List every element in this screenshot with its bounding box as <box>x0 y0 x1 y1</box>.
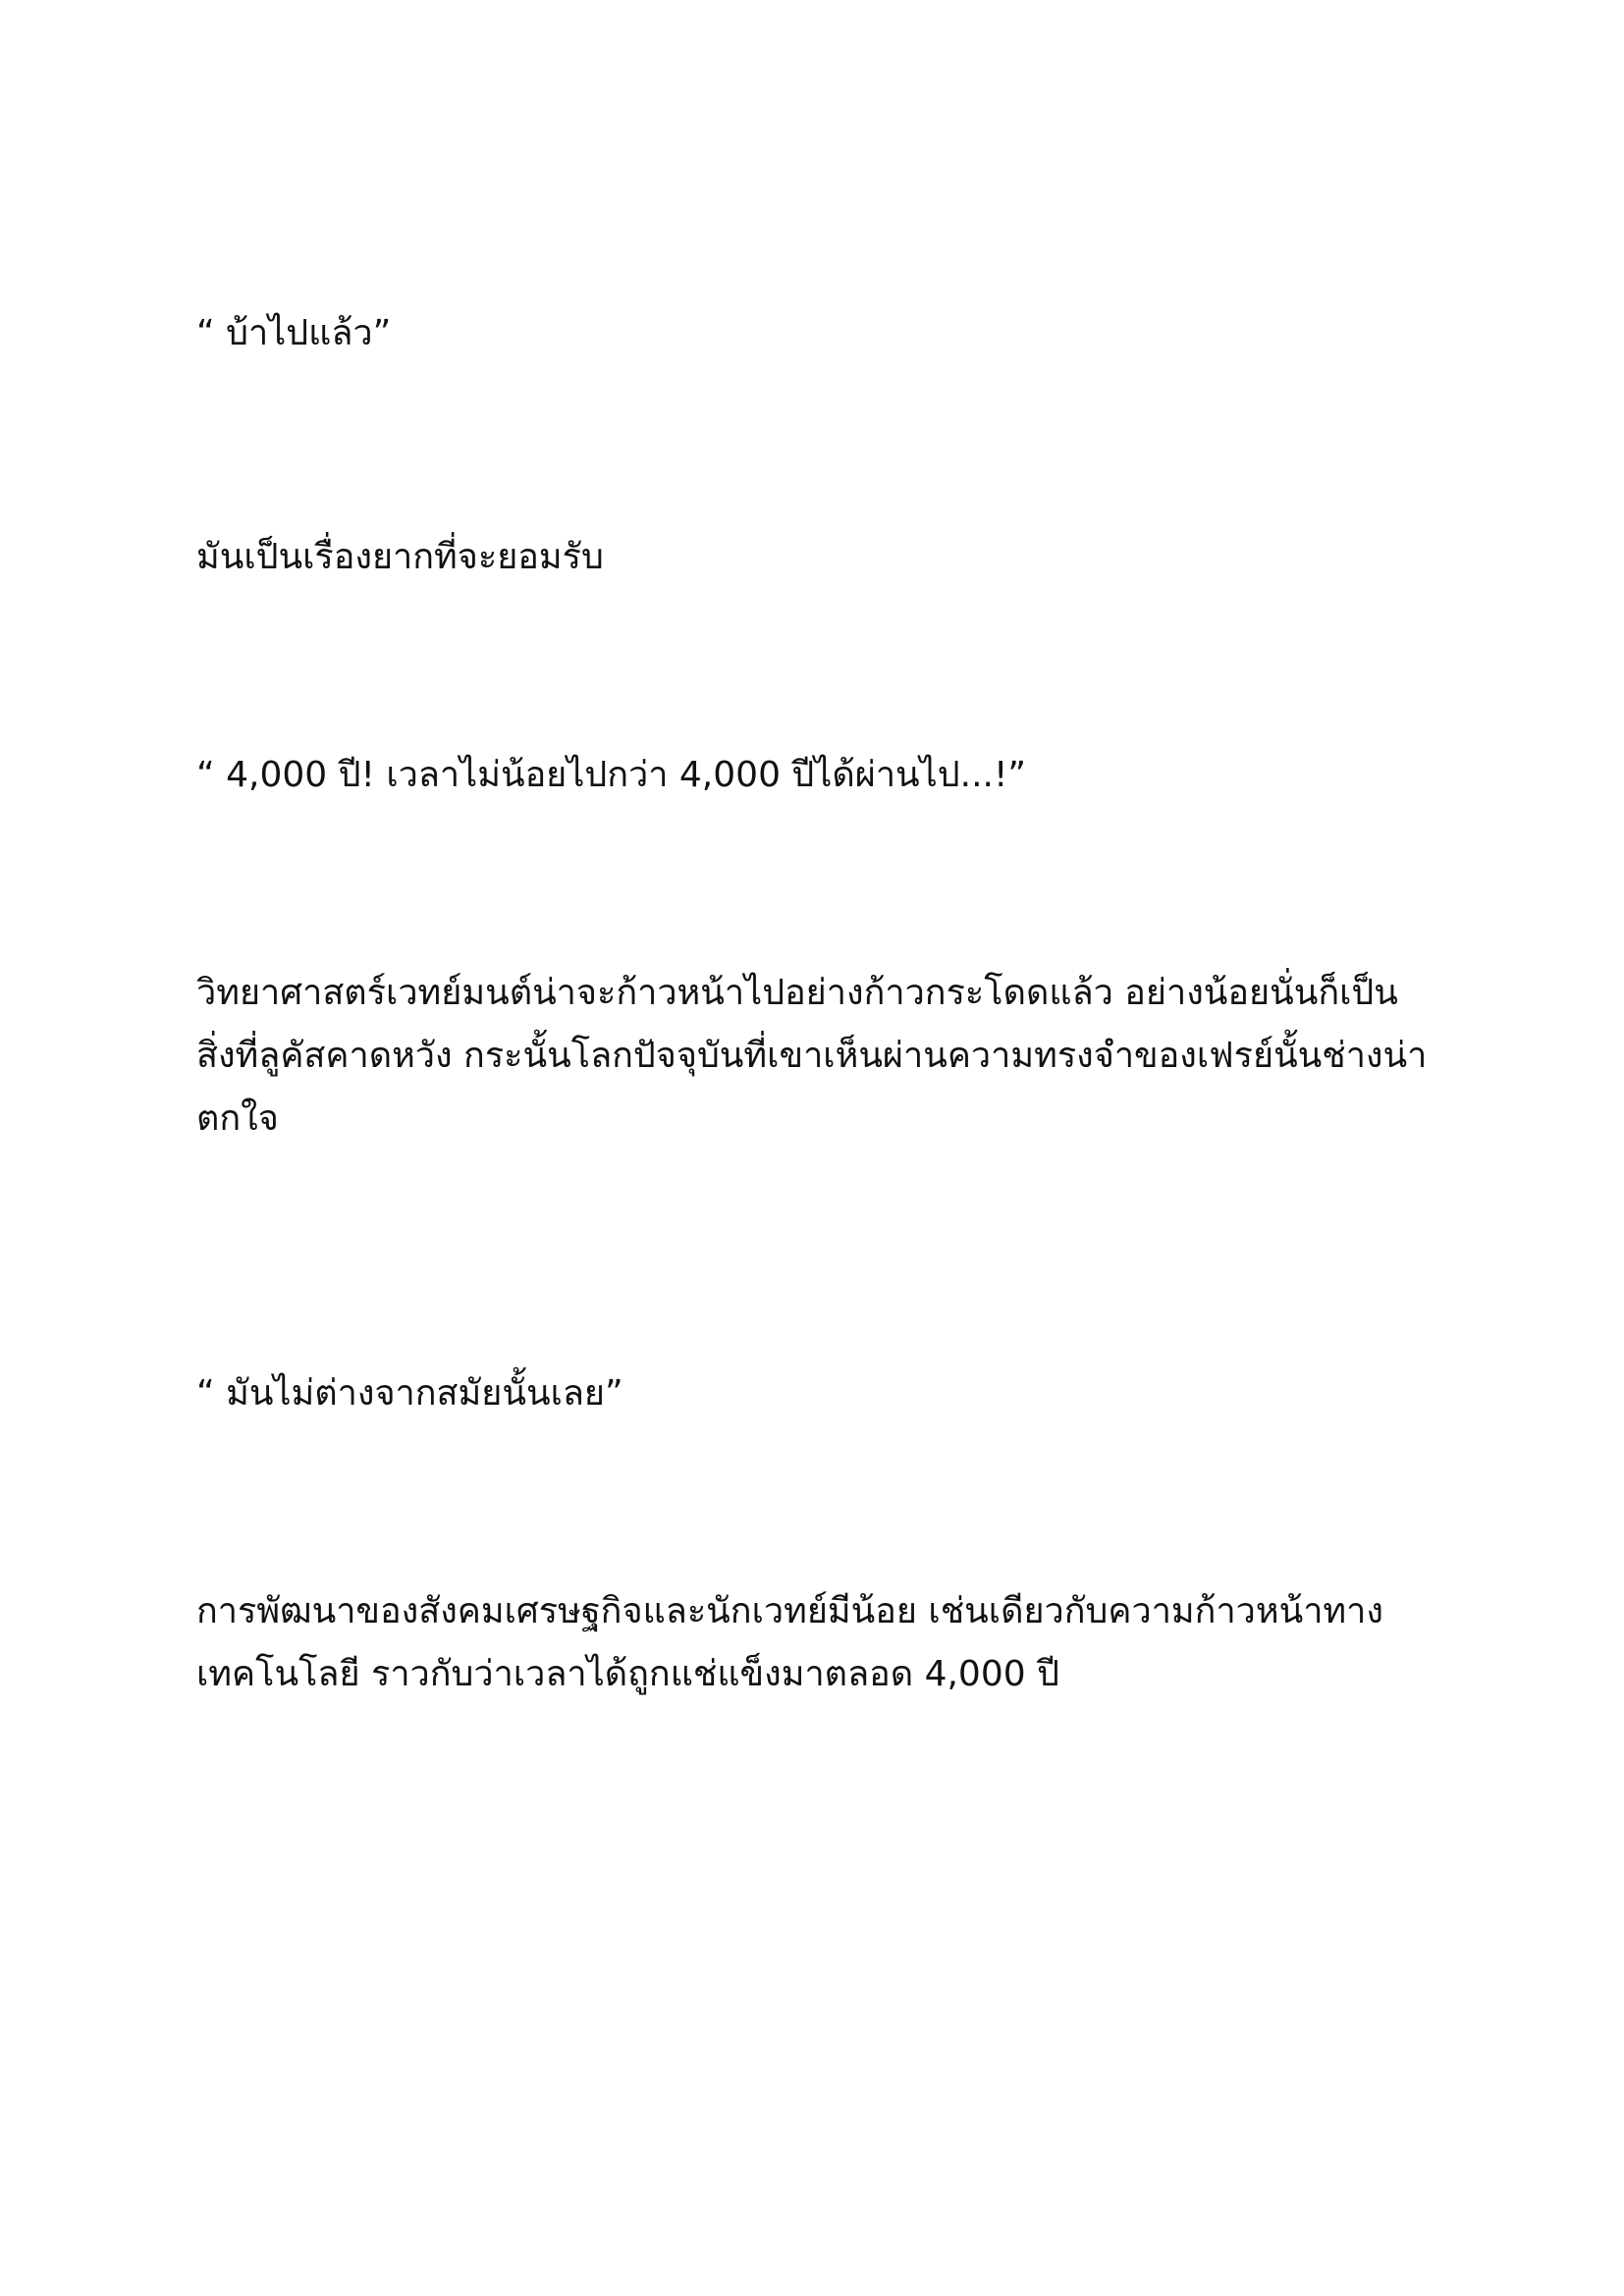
dialogue-line: “ มันไม่ต่างจากสมัยนั้นเลย” <box>196 1373 623 1414</box>
narration-paragraph: การพัฒนาของสังคมเศรษฐกิจและนักเวทย์มีน้อย เช่นเดียวกับความก้าวหน้าทางเทคโนโลยี ราวกับว่าเวลาได้ถูกแช่แข็งมาตลอด 4,000 ปี <box>196 1591 1383 1694</box>
narration-line: มันเป็นเรื่องยากที่จะยอมรับ <box>196 537 604 577</box>
narration-paragraph: วิทยาศาสตร์เวทย์มนต์น่าจะก้าวหน้าไปอย่างก้าวกระโดดแล้ว อย่างน้อยนั่นก็เป็นสิ่งที่ลูคัสคาดหวัง กระนั้นโลกปัจจุบันที่เขาเห็นผ่านความทรงจำของเฟรย์นั้นช่างน่าตกใจ <box>196 973 1428 1139</box>
dialogue-line: “ บ้าไปแล้ว” <box>196 313 392 353</box>
dialogue-line: “ 4,000 ปี! เวลาไม่น้อยไปกว่า 4,000 ปีได้ผ่านไป...!” <box>196 755 1027 795</box>
